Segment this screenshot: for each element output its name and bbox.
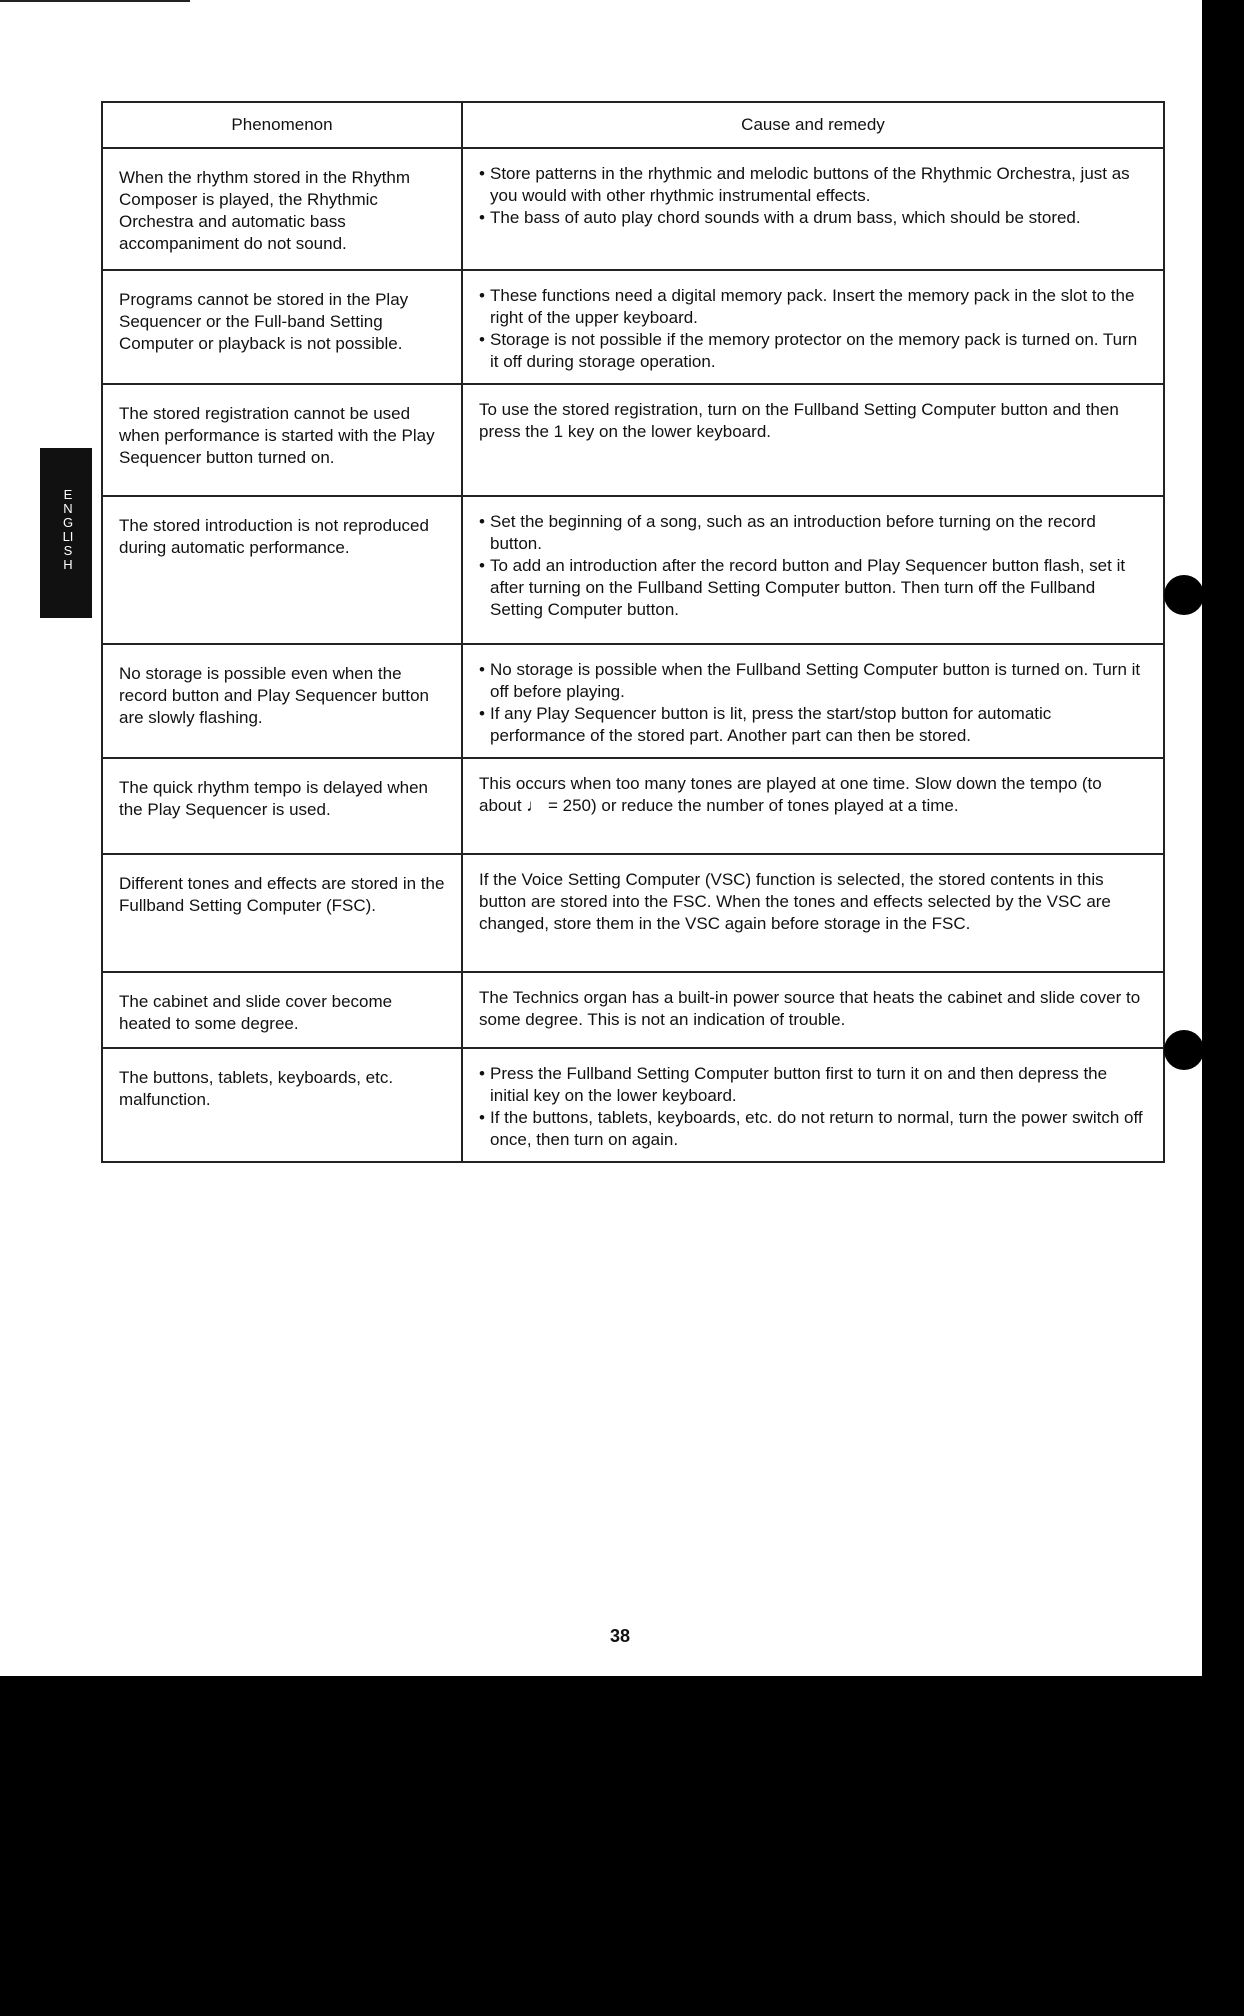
cause-bullet: • Storage is not possible if the memory protector on the memory pack is turned on. Turn it off during storage operation. xyxy=(479,329,1145,373)
cause-remedy-cell xyxy=(462,972,1164,1048)
cause-text: If the Voice Setting Computer (VSC) function is selected, the stored contents in this button are stored into the FSC. When the tones and effects selected by the VSC are changed, store them in the VSC again before storage in the FSC. xyxy=(479,870,1111,933)
phenomenon-cell: The stored registration cannot be used when performance is started with the Play Sequencer button turned on. xyxy=(102,384,462,496)
cause-bullet-list xyxy=(479,285,1145,373)
cause-bullet-list xyxy=(479,511,1145,621)
cause-remedy-cell xyxy=(462,1048,1164,1162)
cause-text: The Technics organ has a built-in power source that heats the cabinet and slide cover to some degree. This is not an indication of trouble. xyxy=(479,988,1141,1029)
cause-remedy-cell xyxy=(462,384,1164,496)
phenomenon-cell: The quick rhythm tempo is delayed when the Play Sequencer is used. xyxy=(102,758,462,854)
cause-remedy-cell xyxy=(462,148,1164,270)
table-row xyxy=(102,854,1164,972)
table-row xyxy=(102,644,1164,758)
cause-bullet: • These functions need a digital memory pack. Insert the memory pack in the slot to the right of the upper keyboard. xyxy=(479,285,1145,329)
cause-bullet: • The bass of auto play chord sounds with a drum bass, which should be stored. xyxy=(479,207,1145,229)
table-body xyxy=(102,148,1164,1162)
cause-bullet: • To add an introduction after the record button and Play Sequencer button flash, set it after turning on the Fullband Setting Computer button. Then turn off the Fullband Setting Computer button. xyxy=(479,555,1145,621)
cause-text: To use the stored registration, turn on the Fullband Setting Computer button and then press the 1 key on the lower keyboard. xyxy=(479,400,1119,441)
page-number: 38 xyxy=(610,1626,631,1646)
phenomenon-cell: The buttons, tablets, keyboards, etc. malfunction. xyxy=(102,1048,462,1162)
phenomenon-cell: The cabinet and slide cover become heated to some degree. xyxy=(102,972,462,1048)
table-row xyxy=(102,972,1164,1048)
language-tab-label: ENGLISH xyxy=(62,487,74,572)
cause-remedy-cell xyxy=(462,270,1164,384)
cause-bullet: • If the buttons, tablets, keyboards, etc. do not return to normal, turn the power switch off once, then turn on again. xyxy=(479,1107,1145,1151)
binder-hole xyxy=(1164,1030,1204,1070)
cause-remedy-cell xyxy=(462,496,1164,644)
header-phenomenon: Phenomenon xyxy=(102,102,462,148)
cause-bullet: • Set the beginning of a song, such as an introduction before turning on the record button. xyxy=(479,511,1145,555)
top-rule xyxy=(0,0,190,2)
cause-bullet: • Store patterns in the rhythmic and melodic buttons of the Rhythmic Orchestra, just as you would with other rhythmic instrumental effects. xyxy=(479,163,1145,207)
phenomenon-cell: When the rhythm stored in the Rhythm Composer is played, the Rhythmic Orchestra and automatic bass accompaniment do not sound. xyxy=(102,148,462,270)
troubleshooting-table xyxy=(101,101,1165,1163)
cause-bullet: • No storage is possible when the Fullband Setting Computer button is turned on. Turn it off before playing. xyxy=(479,659,1145,703)
cause-bullet: • Press the Fullband Setting Computer button first to turn it on and then depress the initial key on the lower keyboard. xyxy=(479,1063,1145,1107)
phenomenon-cell: No storage is possible even when the record button and Play Sequencer button are slowly flashing. xyxy=(102,644,462,758)
cause-bullet-list xyxy=(479,1063,1145,1151)
phenomenon-cell: Programs cannot be stored in the Play Sequencer or the Full-band Setting Computer or playback is not possible. xyxy=(102,270,462,384)
cause-bullet: • If any Play Sequencer button is lit, press the start/stop button for automatic performance of the stored part. Another part can then be stored. xyxy=(479,703,1145,747)
table-row xyxy=(102,1048,1164,1162)
table-row xyxy=(102,148,1164,270)
table-row xyxy=(102,496,1164,644)
cause-bullet-list xyxy=(479,659,1145,747)
header-cause-remedy: Cause and remedy xyxy=(462,102,1164,148)
table-row xyxy=(102,758,1164,854)
cause-remedy-cell xyxy=(462,644,1164,758)
cause-text: This occurs when too many tones are played at one time. Slow down the tempo (to about ♩ = 250) or reduce the number of tones played at a time. xyxy=(479,774,1102,815)
table-row xyxy=(102,270,1164,384)
phenomenon-cell: Different tones and effects are stored in the Fullband Setting Computer (FSC). xyxy=(102,854,462,972)
cause-remedy-cell xyxy=(462,854,1164,972)
cause-remedy-cell xyxy=(462,758,1164,854)
table-row xyxy=(102,384,1164,496)
table-header-row xyxy=(102,102,1164,148)
language-tab xyxy=(40,448,92,618)
cause-bullet-list xyxy=(479,163,1145,229)
binder-hole xyxy=(1164,575,1204,615)
phenomenon-cell: The stored introduction is not reproduced during automatic performance. xyxy=(102,496,462,644)
